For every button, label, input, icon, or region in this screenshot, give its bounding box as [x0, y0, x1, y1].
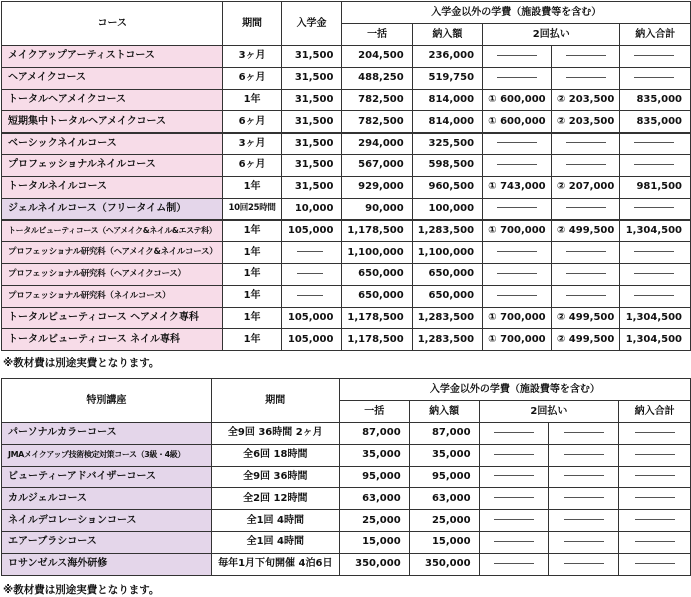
dash-placeholder: [634, 295, 674, 296]
table-row: [2, 307, 691, 329]
total-paid-cell: [620, 263, 691, 285]
dash-placeholder: [494, 432, 534, 433]
entrance-fee-cell: 31,500: [281, 133, 342, 155]
special-paid-amount-cell: 63,000: [409, 488, 479, 510]
header-course: コース: [2, 2, 223, 46]
lump-sum-cell: 567,000: [342, 154, 412, 176]
special-total-paid-cell: [619, 488, 691, 510]
dash-placeholder: [494, 519, 534, 520]
course-name-cell: メイクアップアーティストコース: [2, 46, 223, 68]
table-row: [2, 154, 691, 176]
dash-placeholder: [566, 142, 606, 143]
dash-placeholder: [566, 164, 606, 165]
total-paid-cell: 981,500: [620, 176, 691, 198]
course-name-cell: トータルビューティコース（ヘアメイク&ネイル&エステ科）: [2, 220, 223, 242]
special-second-payment-cell: [549, 488, 619, 510]
table-row: [2, 67, 691, 89]
dash-placeholder: [634, 164, 674, 165]
dash-placeholder: [634, 77, 674, 78]
lump-sum-cell: 650,000: [342, 263, 412, 285]
special-total-paid-cell: [619, 531, 691, 553]
first-payment-cell: ① 600,000: [483, 111, 552, 133]
header-total: 納入合計: [620, 24, 691, 46]
special-period-cell: 全6回 18時間: [211, 444, 339, 466]
second-payment-cell: ② 207,000: [551, 176, 620, 198]
special-period-cell: 全9回 36時間: [211, 466, 339, 488]
total-paid-cell: [620, 242, 691, 264]
lump-sum-cell: 929,000: [342, 176, 412, 198]
dash-placeholder: [297, 295, 323, 296]
total-paid-cell: [620, 133, 691, 155]
special-second-payment-cell: [549, 531, 619, 553]
special-total-paid-cell: [619, 444, 691, 466]
entrance-fee-cell: 105,000: [281, 307, 342, 329]
paid-amount-cell: 650,000: [412, 285, 482, 307]
first-payment-cell: [483, 285, 552, 307]
table-row: [2, 220, 691, 242]
dash-placeholder: [566, 295, 606, 296]
table-row: [2, 466, 691, 488]
dash-placeholder: [635, 541, 675, 542]
course-name-cell: プロフェッショナル研究科（ネイルコース）: [2, 285, 223, 307]
course-name-cell: トータルヘアメイクコース: [2, 89, 223, 111]
dash-placeholder: [635, 432, 675, 433]
course-name-cell: ヘアメイクコース: [2, 67, 223, 89]
paid-amount-cell: 1,283,500: [412, 220, 482, 242]
total-paid-cell: 1,304,500: [620, 307, 691, 329]
lump-sum-cell: 204,500: [342, 46, 412, 68]
course-name-cell: トータルビューティコース ヘアメイク専科: [2, 307, 223, 329]
lump-sum-cell: 488,250: [342, 67, 412, 89]
period-cell: 10回25時間: [223, 198, 281, 220]
course-name-cell: プロフェッショナル研究科（ヘアメイク&ネイルコース）: [2, 242, 223, 264]
dash-placeholder: [497, 164, 537, 165]
entrance-fee-cell: 31,500: [281, 111, 342, 133]
course-name-cell: プロフェッショナルネイルコース: [2, 154, 223, 176]
paid-amount-cell: 1,283,500: [412, 329, 482, 351]
header-period: 期間: [223, 2, 281, 46]
paid-amount-cell: 1,100,000: [412, 242, 482, 264]
dash-placeholder: [494, 475, 534, 476]
dash-placeholder: [564, 541, 604, 542]
dash-placeholder: [564, 497, 604, 498]
total-paid-cell: [620, 46, 691, 68]
entrance-fee-cell: [281, 285, 342, 307]
table-row: [2, 133, 691, 155]
first-payment-cell: ① 743,000: [483, 176, 552, 198]
entrance-fee-cell: 10,000: [281, 198, 342, 220]
second-payment-cell: [551, 198, 620, 220]
lump-sum-cell: 1,178,500: [342, 329, 412, 351]
regular-course-fee-table: [1, 1, 691, 351]
first-payment-cell: [483, 46, 552, 68]
dash-placeholder: [297, 273, 323, 274]
dash-placeholder: [497, 207, 537, 208]
table-row: [2, 198, 691, 220]
table-row: [2, 263, 691, 285]
special-first-payment-cell: [479, 423, 549, 445]
dash-placeholder: [564, 563, 604, 564]
first-payment-cell: [483, 67, 552, 89]
special-paid-amount-cell: 87,000: [409, 423, 479, 445]
regular-note: ※教材費は別途実費となります。: [3, 357, 160, 369]
header-lump: 一括: [342, 24, 412, 46]
dash-placeholder: [635, 497, 675, 498]
dash-placeholder: [566, 55, 606, 56]
period-cell: 1年: [223, 220, 281, 242]
table-row: [2, 176, 691, 198]
special-lump-sum-cell: 95,000: [339, 466, 409, 488]
special-second-payment-cell: [549, 553, 619, 575]
dash-placeholder: [566, 273, 606, 274]
lump-sum-cell: 1,178,500: [342, 307, 412, 329]
dash-placeholder: [634, 273, 674, 274]
course-name-cell: トータルネイルコース: [2, 176, 223, 198]
special-header-fees: 入学金以外の学費（施設費等を含む）: [339, 379, 690, 401]
special-header-period: 期間: [211, 379, 339, 423]
special-second-payment-cell: [549, 423, 619, 445]
header-fees: 入学金以外の学費（施設費等を含む）: [342, 2, 691, 24]
first-payment-cell: [483, 198, 552, 220]
second-payment-cell: ② 499,500: [551, 329, 620, 351]
second-payment-cell: [551, 263, 620, 285]
dash-placeholder: [566, 251, 606, 252]
special-second-payment-cell: [549, 510, 619, 532]
second-payment-cell: [551, 133, 620, 155]
special-period-cell: 全1回 4時間: [211, 531, 339, 553]
paid-amount-cell: 236,000: [412, 46, 482, 68]
paid-amount-cell: 100,000: [412, 198, 482, 220]
special-first-payment-cell: [479, 444, 549, 466]
total-paid-cell: [620, 154, 691, 176]
first-payment-cell: [483, 242, 552, 264]
special-total-paid-cell: [619, 553, 691, 575]
total-paid-cell: 1,304,500: [620, 220, 691, 242]
special-total-paid-cell: [619, 510, 691, 532]
table-row: [2, 510, 691, 532]
lump-sum-cell: 1,178,500: [342, 220, 412, 242]
special-course-fee-table: [1, 378, 691, 576]
entrance-fee-cell: [281, 263, 342, 285]
special-course-name-cell: パーソナルカラーコース: [2, 423, 212, 445]
table-row: [2, 111, 691, 133]
dash-placeholder: [634, 55, 674, 56]
period-cell: 6ヶ月: [223, 67, 281, 89]
header-two-payments: 2回払い: [483, 24, 620, 46]
special-period-cell: 全9回 36時間 2ヶ月: [211, 423, 339, 445]
table-row: [2, 329, 691, 351]
course-name-cell: プロフェッショナル研究科（ヘアメイクコース）: [2, 263, 223, 285]
dash-placeholder: [566, 207, 606, 208]
paid-amount-cell: 814,000: [412, 111, 482, 133]
special-second-payment-cell: [549, 444, 619, 466]
special-lump-sum-cell: 63,000: [339, 488, 409, 510]
special-period-cell: 全2回 12時間: [211, 488, 339, 510]
dash-placeholder: [497, 142, 537, 143]
dash-placeholder: [497, 295, 537, 296]
header-entrance: 入学金: [281, 2, 342, 46]
dash-placeholder: [297, 251, 323, 252]
special-first-payment-cell: [479, 510, 549, 532]
dash-placeholder: [494, 497, 534, 498]
special-course-name-cell: JMAメイクアップ技術検定対策コース（3級・4級）: [2, 444, 212, 466]
table-row: [2, 531, 691, 553]
period-cell: 1年: [223, 263, 281, 285]
special-second-payment-cell: [549, 466, 619, 488]
special-period-cell: 毎年1月下旬開催 4泊6日: [211, 553, 339, 575]
total-paid-cell: 835,000: [620, 111, 691, 133]
dash-placeholder: [635, 563, 675, 564]
paid-amount-cell: 814,000: [412, 89, 482, 111]
entrance-fee-cell: 31,500: [281, 67, 342, 89]
lump-sum-cell: 782,500: [342, 111, 412, 133]
total-paid-cell: [620, 285, 691, 307]
table-row: [2, 444, 691, 466]
period-cell: 1年: [223, 242, 281, 264]
period-cell: 1年: [223, 307, 281, 329]
entrance-fee-cell: 105,000: [281, 220, 342, 242]
special-lump-sum-cell: 350,000: [339, 553, 409, 575]
dash-placeholder: [566, 77, 606, 78]
table-row: [2, 553, 691, 575]
lump-sum-cell: 1,100,000: [342, 242, 412, 264]
dash-placeholder: [634, 142, 674, 143]
total-paid-cell: 1,304,500: [620, 329, 691, 351]
second-payment-cell: [551, 67, 620, 89]
entrance-fee-cell: 31,500: [281, 176, 342, 198]
special-paid-amount-cell: 35,000: [409, 444, 479, 466]
table-row: [2, 242, 691, 264]
first-payment-cell: ① 600,000: [483, 89, 552, 111]
special-course-name-cell: ロサンゼルス海外研修: [2, 553, 212, 575]
dash-placeholder: [564, 432, 604, 433]
entrance-fee-cell: 105,000: [281, 329, 342, 351]
paid-amount-cell: 650,000: [412, 263, 482, 285]
special-course-name-cell: カルジェルコース: [2, 488, 212, 510]
entrance-fee-cell: 31,500: [281, 154, 342, 176]
course-name-cell: ジェルネイルコース（フリータイム制）: [2, 198, 223, 220]
special-course-name-cell: エアーブラシコース: [2, 531, 212, 553]
total-paid-cell: [620, 198, 691, 220]
entrance-fee-cell: [281, 242, 342, 264]
period-cell: 1年: [223, 89, 281, 111]
dash-placeholder: [564, 519, 604, 520]
special-lump-sum-cell: 35,000: [339, 444, 409, 466]
paid-amount-cell: 960,500: [412, 176, 482, 198]
special-total-paid-cell: [619, 466, 691, 488]
dash-placeholder: [497, 55, 537, 56]
dash-placeholder: [494, 541, 534, 542]
dash-placeholder: [564, 475, 604, 476]
course-name-cell: ベーシックネイルコース: [2, 133, 223, 155]
paid-amount-cell: 1,283,500: [412, 307, 482, 329]
table-row: [2, 423, 691, 445]
entrance-fee-cell: 31,500: [281, 46, 342, 68]
dash-placeholder: [634, 207, 674, 208]
first-payment-cell: ① 700,000: [483, 329, 552, 351]
second-payment-cell: ② 203,500: [551, 89, 620, 111]
special-header-course: 特別講座: [2, 379, 212, 423]
dash-placeholder: [494, 563, 534, 564]
paid-amount-cell: 519,750: [412, 67, 482, 89]
second-payment-cell: ② 203,500: [551, 111, 620, 133]
first-payment-cell: ① 700,000: [483, 307, 552, 329]
period-cell: 1年: [223, 285, 281, 307]
table-row: [2, 46, 691, 68]
period-cell: 3ヶ月: [223, 133, 281, 155]
special-paid-amount-cell: 25,000: [409, 510, 479, 532]
course-name-cell: トータルビューティコース ネイル専科: [2, 329, 223, 351]
lump-sum-cell: 782,500: [342, 89, 412, 111]
special-lump-sum-cell: 25,000: [339, 510, 409, 532]
period-cell: 6ヶ月: [223, 111, 281, 133]
dash-placeholder: [635, 454, 675, 455]
paid-amount-cell: 325,500: [412, 133, 482, 155]
special-header-paid: 納入額: [409, 401, 479, 423]
dash-placeholder: [635, 475, 675, 476]
dash-placeholder: [497, 251, 537, 252]
second-payment-cell: ② 499,500: [551, 220, 620, 242]
table-row: [2, 89, 691, 111]
special-header-lump: 一括: [339, 401, 409, 423]
special-first-payment-cell: [479, 488, 549, 510]
special-first-payment-cell: [479, 553, 549, 575]
special-period-cell: 全1回 4時間: [211, 510, 339, 532]
lump-sum-cell: 90,000: [342, 198, 412, 220]
table-row: [2, 488, 691, 510]
second-payment-cell: [551, 46, 620, 68]
paid-amount-cell: 598,500: [412, 154, 482, 176]
first-payment-cell: [483, 154, 552, 176]
second-payment-cell: ② 499,500: [551, 307, 620, 329]
entrance-fee-cell: 31,500: [281, 89, 342, 111]
second-payment-cell: [551, 242, 620, 264]
course-name-cell: 短期集中トータルヘアメイクコース: [2, 111, 223, 133]
lump-sum-cell: 650,000: [342, 285, 412, 307]
period-cell: 3ヶ月: [223, 46, 281, 68]
special-first-payment-cell: [479, 466, 549, 488]
lump-sum-cell: 294,000: [342, 133, 412, 155]
special-course-name-cell: ネイルデコレーションコース: [2, 510, 212, 532]
second-payment-cell: [551, 285, 620, 307]
period-cell: 1年: [223, 176, 281, 198]
dash-placeholder: [635, 519, 675, 520]
special-first-payment-cell: [479, 531, 549, 553]
second-payment-cell: [551, 154, 620, 176]
period-cell: 1年: [223, 329, 281, 351]
total-paid-cell: [620, 67, 691, 89]
first-payment-cell: [483, 263, 552, 285]
special-total-paid-cell: [619, 423, 691, 445]
special-note: ※教材費は別途実費となります。: [3, 584, 160, 596]
first-payment-cell: ① 700,000: [483, 220, 552, 242]
special-paid-amount-cell: 15,000: [409, 531, 479, 553]
special-header-two-payments: 2回払い: [479, 401, 619, 423]
first-payment-cell: [483, 133, 552, 155]
table-row: [2, 285, 691, 307]
header-paid: 納入額: [412, 24, 482, 46]
dash-placeholder: [494, 454, 534, 455]
dash-placeholder: [497, 77, 537, 78]
special-header-total: 納入合計: [619, 401, 691, 423]
dash-placeholder: [564, 454, 604, 455]
special-lump-sum-cell: 15,000: [339, 531, 409, 553]
period-cell: 6ヶ月: [223, 154, 281, 176]
dash-placeholder: [497, 273, 537, 274]
special-paid-amount-cell: 95,000: [409, 466, 479, 488]
special-lump-sum-cell: 87,000: [339, 423, 409, 445]
special-paid-amount-cell: 350,000: [409, 553, 479, 575]
dash-placeholder: [634, 251, 674, 252]
special-course-name-cell: ビューティーアドバイザーコース: [2, 466, 212, 488]
total-paid-cell: 835,000: [620, 89, 691, 111]
